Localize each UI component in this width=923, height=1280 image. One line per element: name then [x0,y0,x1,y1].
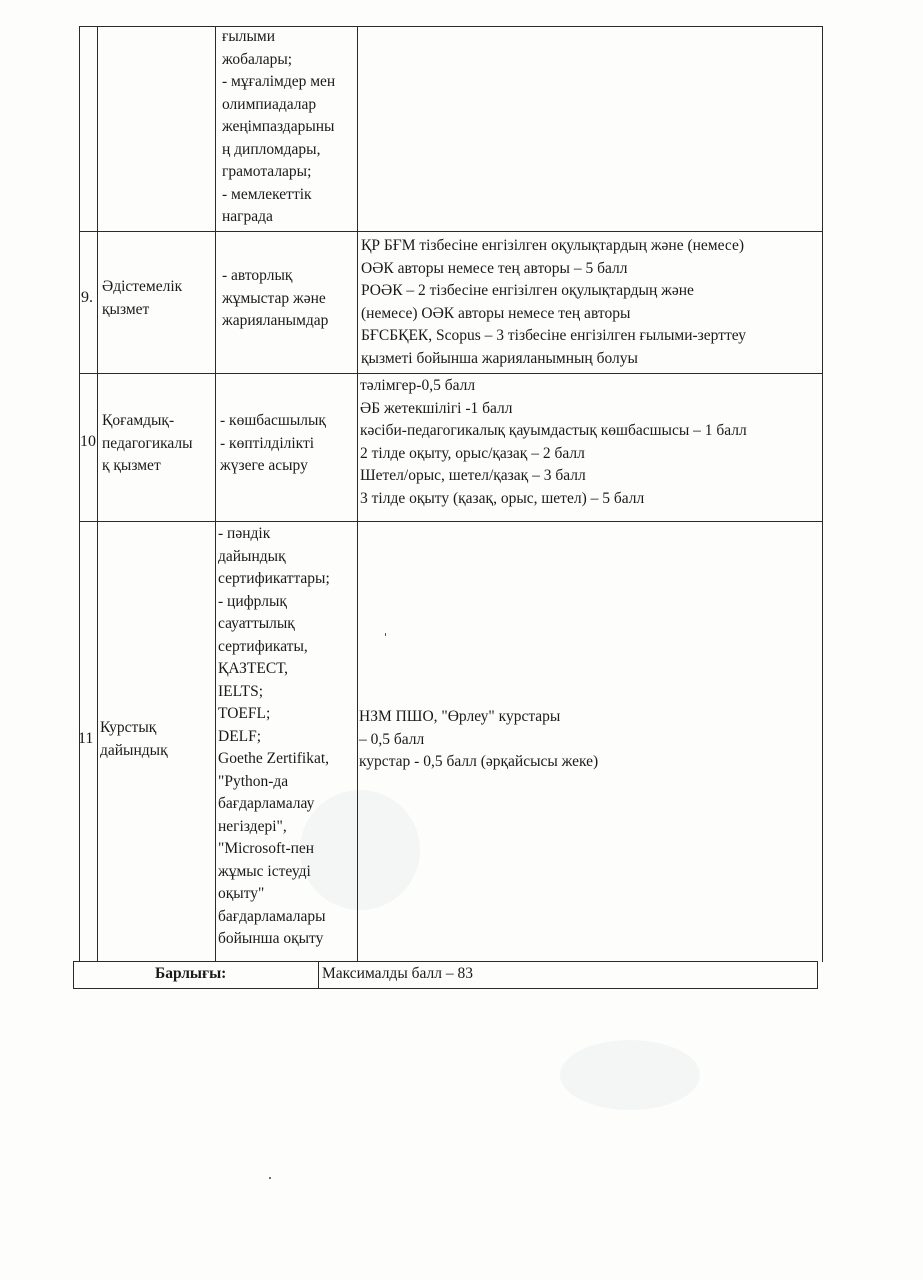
cell-line: - көптілділікті [220,434,315,452]
table-line [79,26,823,27]
row-number: 10 [80,433,96,450]
cell-line: – 0,5 балл [359,730,425,748]
cell-line: - цифрлық [218,592,287,610]
cell-line: жұмыс істеуді [218,862,311,880]
table-line [73,988,818,989]
cell-line: Қоғамдық- [102,412,175,429]
table-line [318,961,319,989]
criterion-name [102,410,193,478]
cell-line: олимпиадалар [222,95,317,113]
cell-line: сертификаты, [218,637,308,655]
cell-line: Шетел/орыс, шетел/қазақ – 3 балл [360,467,586,484]
cell-line: бағдарламалары [218,907,326,925]
criterion-name [102,276,182,321]
table-line [822,26,823,962]
cell-line: қызмет [102,300,150,318]
row-number: 9. [81,289,93,306]
table-line [79,521,823,522]
cell-line: ҚР БҒМ тізбесіне енгізілген оқулықтардың және (немесе) [361,237,744,254]
criterion-indicators [220,410,326,478]
cell-line: - мұғалімдер мен [222,73,336,90]
cell-line: жобалары; [222,50,293,68]
cell-line: - пәндік [218,525,271,542]
cell-line: ҚАЗТЕСТ, [218,660,288,677]
cell-line: ӘБ жетекшілігі -1 балл [360,399,513,417]
cell-line: негіздері", [218,817,287,835]
cell-line: награда [222,208,273,225]
cell-line: ОӘК авторы немесе тең авторы – 5 балл [361,259,628,277]
table-line [79,373,823,374]
cell-line: Курстық [100,719,157,736]
cell-line: "Microsoft-пен [218,840,315,857]
criterion-scoring [361,235,746,370]
cell-line: бойынша оқыту [218,930,324,947]
cell-line: грамоталары; [222,163,312,180]
cell-line: - көшбасшылық [220,412,326,429]
cell-line: БҒСБҚЕК, Scopus – 3 тізбесіне енгізілген ғылыми-зерттеу [361,327,747,344]
cell-line: жұмыстар және [222,289,326,307]
cell-line: TOEFL; [218,705,271,722]
criterion-indicators [222,265,328,333]
scan-speck [385,633,386,636]
cell-line: бағдарламалау [218,795,315,812]
cell-line: - мемлекеттік [222,185,312,203]
cell-line: курстар - 0,5 балл (әрқайсысы жеке) [359,753,599,770]
criterion-scoring [360,375,747,510]
cell-line: НЗМ ПШО, "Өрлеу" курстары [359,708,561,725]
table-line [79,231,823,232]
criterion-scoring [359,706,598,774]
cell-line: жүзеге асыру [220,457,308,474]
criterion-name [100,717,168,762]
table-line [97,26,98,962]
cell-line: ғылыми [222,28,276,45]
table-line [79,26,80,962]
table-line [215,26,216,962]
cell-line: кәсіби-педагогикалық қауымдастық көшбасшысы – 1 балл [360,422,747,439]
cell-line: сертификаттары; [218,570,330,587]
cell-line: 2 тілде оқыту, орыс/қазақ – 2 балл [360,444,585,462]
table-line [73,961,818,962]
row-number: 11 [78,730,94,747]
cell-line: Goethe Zertifikat, [218,750,330,767]
cell-line: дайындық [100,741,168,759]
row-continuation-col3 [222,26,335,229]
cell-line: жеңімпаздарыны [222,118,335,135]
cell-line: "Python-да [218,772,289,790]
cell-line: ң дипломдары, [222,140,321,158]
cell-line: сауаттылық [218,615,295,632]
total-value: Максималды балл – 83 [322,965,473,982]
cell-line: 3 тілде оқыту (қазақ, орыс, шетел) – 5 балл [360,489,645,507]
cell-line: жарияланымдар [222,312,329,329]
cell-line: Әдістемелік [102,278,183,295]
cell-line: дайындық [218,547,286,565]
total-label: Барлығы: [155,965,227,982]
scan-smudge [560,1040,700,1110]
table-line [73,961,74,989]
criterion-indicators [218,523,330,951]
table-line [817,961,818,989]
cell-line: тәлімгер-0,5 балл [360,377,476,394]
cell-line: оқыту" [218,885,265,902]
cell-line: DELF; [218,727,262,745]
table-line [357,26,358,962]
cell-line: - авторлық [222,267,293,284]
cell-line: қызметі бойынша жарияланымның болуы [361,349,638,367]
cell-line: IELTS; [218,682,264,700]
cell-line: (немесе) ОӘК авторы немесе тең авторы [361,304,631,322]
scan-speck [269,1177,271,1179]
cell-line: РОӘК – 2 тізбесіне енгізілген оқулықтардың және [361,282,694,299]
cell-line: педагогикалы [102,434,193,452]
cell-line: қ қызмет [102,457,161,474]
